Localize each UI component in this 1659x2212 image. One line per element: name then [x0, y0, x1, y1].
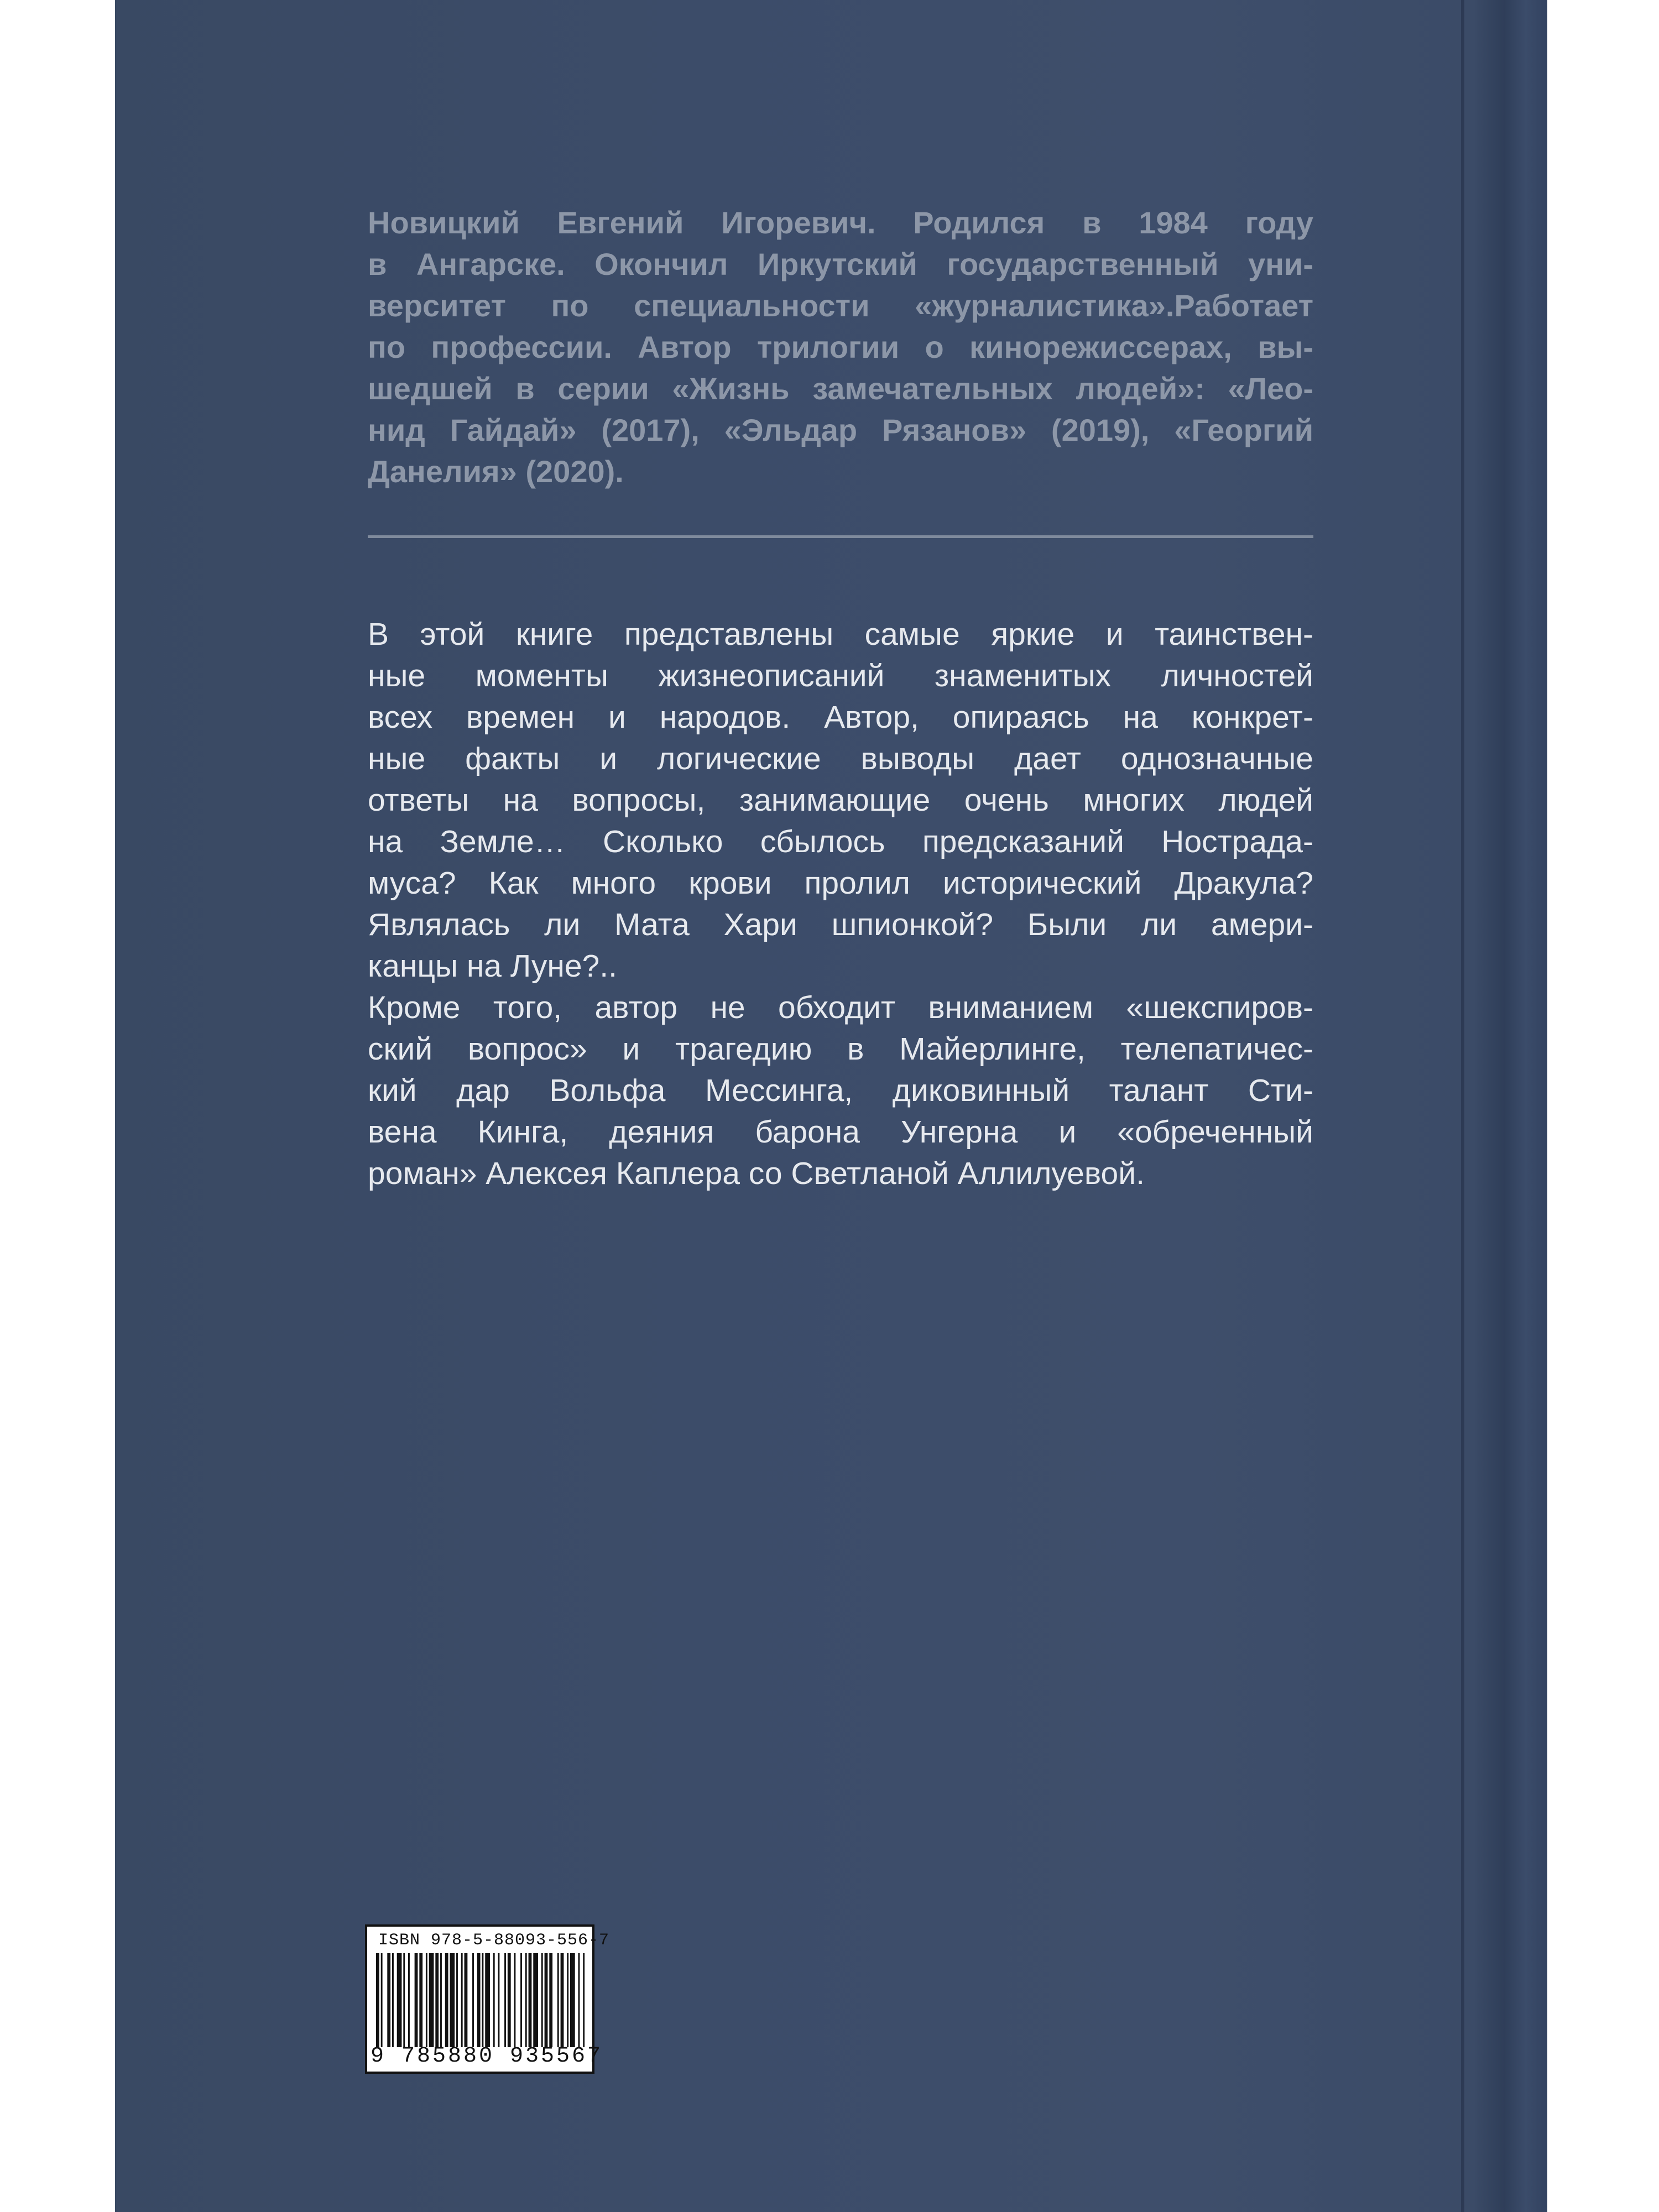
barcode-bar: [408, 1953, 410, 2047]
author-bio: [368, 202, 1313, 492]
barcode-bar: [561, 1953, 564, 2047]
barcode-bar: [376, 1953, 379, 2047]
barcode-bar: [440, 1953, 442, 2047]
barcode-bar: [549, 1953, 552, 2047]
barcode-bar: [504, 1953, 506, 2047]
isbn-label: ISBN 978-5-88093-556-7: [378, 1931, 610, 1950]
barcode-bar: [426, 1953, 427, 2047]
barcode-bar: [472, 1953, 474, 2047]
author-bio-line: Новицкий Евгений Игоревич. Родился в 1984 году: [368, 205, 1313, 240]
cover-spine-edge: [1475, 0, 1547, 2212]
barcode-bar: [520, 1953, 522, 2047]
description-line: Являлась ли Мата Хари шпионкой? Были ли амери-: [368, 907, 1313, 942]
barcode-bar: [557, 1953, 559, 2047]
description-line: ные моменты жизнеописаний знаменитых личностей: [368, 658, 1313, 693]
barcode-bars: [376, 1953, 586, 2047]
author-bio-line: верситет по специальности «журналистика».Работает: [368, 288, 1313, 323]
barcode-bar: [545, 1953, 548, 2047]
barcode-bar: [493, 1953, 495, 2047]
description-line: вена Кинга, деяния барона Унгерна и «обреченный: [368, 1114, 1313, 1150]
barcode-bar: [387, 1953, 390, 2047]
barcode-bar: [465, 1953, 468, 2047]
description-line: В этой книге представлены самые яркие и таинствен-: [368, 617, 1313, 652]
author-bio-line: нид Гайдай» (2017), «Эльдар Рязанов» (2019), «Георгий: [368, 413, 1313, 447]
barcode-bar: [477, 1953, 481, 2047]
barcode-bar: [525, 1953, 527, 2047]
barcode-bar: [435, 1953, 439, 2047]
barcode-bar: [529, 1953, 532, 2047]
author-bio-line: по профессии. Автор трилогии о кинорежиссерах, вы-: [368, 330, 1313, 364]
section-divider: [368, 535, 1313, 538]
barcode-bar: [381, 1953, 383, 2047]
barcode-bar: [392, 1953, 394, 2047]
barcode-bar: [583, 1953, 585, 2047]
description-line: кий дар Вольфа Мессинга, диковинный талант Сти-: [368, 1073, 1313, 1108]
author-bio-line: шедшей в серии «Жизнь замечательных людей»: «Лео-: [368, 371, 1313, 406]
description-line: всех времен и народов. Автор, опираясь на конкрет-: [368, 700, 1313, 735]
isbn-barcode: [365, 1924, 610, 2074]
barcode-bar: [450, 1953, 455, 2047]
description-line: ответы на вопросы, занимающие очень многих людей: [368, 782, 1313, 818]
barcode-bar: [485, 1953, 490, 2047]
author-bio-line: Данелия» (2020).: [368, 454, 624, 489]
barcode-bar: [445, 1953, 448, 2047]
barcode-bar: [456, 1953, 458, 2047]
barcode-bar: [514, 1953, 515, 2047]
barcode-bar: [397, 1953, 402, 2047]
barcode-bar: [415, 1953, 418, 2047]
barcode-bar: [508, 1953, 511, 2047]
cover-hinge-line: [1461, 0, 1464, 2212]
description-line: ский вопрос» и трагедию в Майерлинге, телепатичес-: [368, 1031, 1313, 1067]
ean-digits: 9 785880 935567: [371, 2044, 603, 2069]
description-line: Кроме того, автор не обходит вниманием «шекспиров-: [368, 990, 1313, 1025]
barcode-bar: [419, 1953, 422, 2047]
barcode-bar: [533, 1953, 538, 2047]
barcode-bar: [482, 1953, 483, 2047]
barcode-bar: [567, 1953, 568, 2047]
description-line: ные факты и логические выводы дает однозначные: [368, 741, 1313, 776]
author-bio-line: в Ангарске. Окончил Иркутский государственный уни-: [368, 247, 1313, 281]
barcode-bar: [498, 1953, 499, 2047]
barcode-bar: [570, 1953, 575, 2047]
description-line: муса? Как много крови пролил исторический Дракула?: [368, 865, 1313, 901]
description-line: канцы на Луне?..: [368, 948, 617, 984]
barcode-bar: [541, 1953, 543, 2047]
barcode-bar: [429, 1953, 434, 2047]
description-line: на Земле… Сколько сбылось предсказаний Нострада-: [368, 824, 1313, 859]
barcode-bar: [578, 1953, 580, 2047]
barcode-bar: [403, 1953, 405, 2047]
description-line: роман» Алексея Каплера со Светланой Аллилуевой.: [368, 1156, 1145, 1191]
barcode-bar: [461, 1953, 463, 2047]
book-description: [368, 614, 1313, 1194]
